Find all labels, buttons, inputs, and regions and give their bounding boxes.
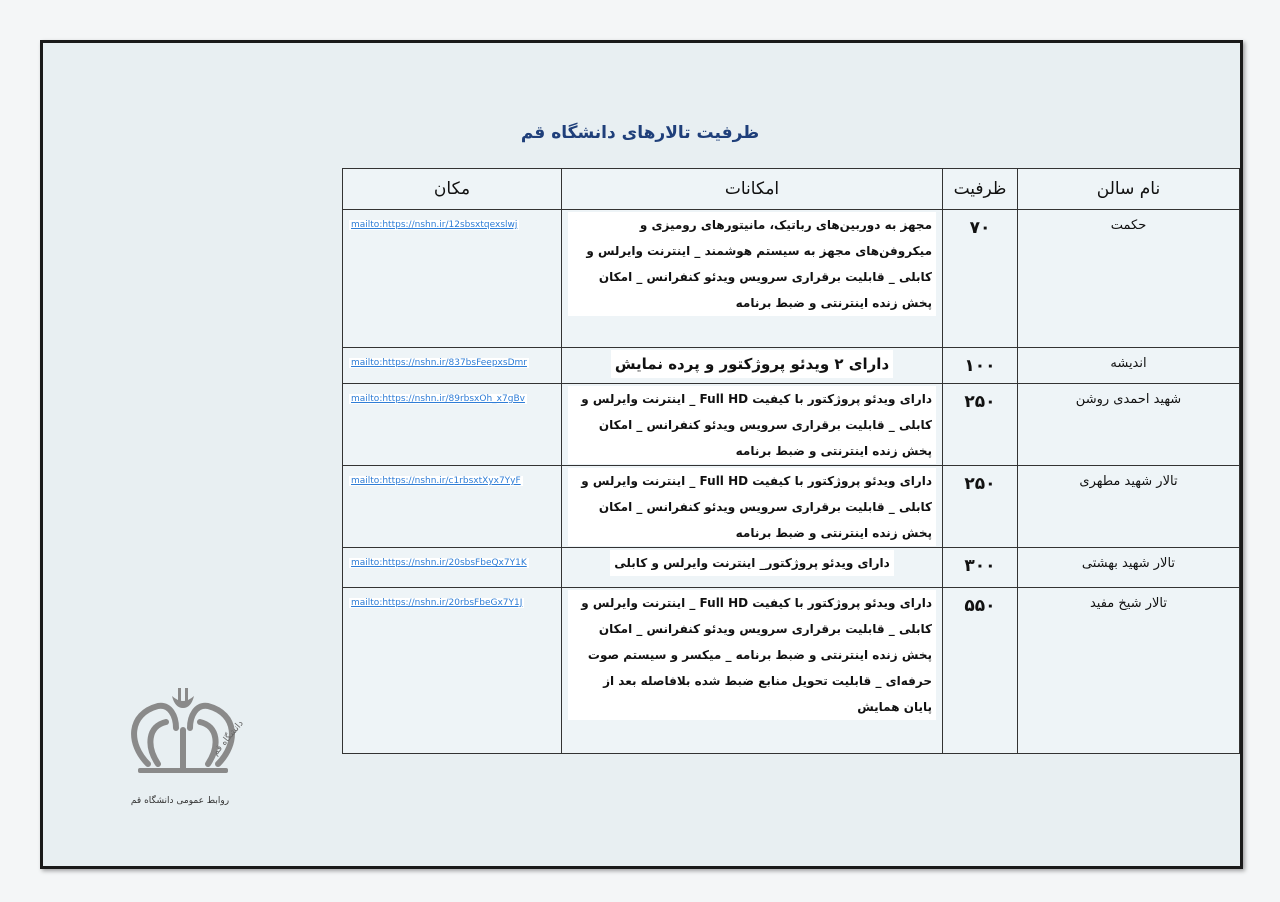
hall-features: دارای ۲ ویدئو پروژکتور و پرده نمایش xyxy=(611,350,893,378)
hall-location-link[interactable]: mailto:https://nshn.ir/12sbsxtqexslwj xyxy=(351,220,518,230)
header-capacity: ظرفیت xyxy=(943,169,1018,210)
hall-location-link[interactable]: mailto:https://nshn.ir/c1rbsxtXyx7YyF xyxy=(351,476,521,486)
hall-location-link[interactable]: mailto:https://nshn.ir/20sbsFbeQx7Y1K xyxy=(351,558,527,568)
header-location: مکان xyxy=(343,169,562,210)
hall-location-link[interactable]: mailto:https://nshn.ir/20rbsFbeGx7Y1J xyxy=(351,598,523,608)
logo-text: دانشگاه قم xyxy=(210,718,246,758)
hall-capacity: ۵۵۰ xyxy=(943,588,1018,754)
table-header-row xyxy=(343,169,1240,210)
hall-name: تالار شیخ مفید xyxy=(1018,588,1240,754)
halls-table xyxy=(342,168,1240,754)
header-features: امکانات xyxy=(562,169,943,210)
hall-name: تالار شهید بهشتی xyxy=(1018,548,1240,588)
hall-capacity: ۱۰۰ xyxy=(943,348,1018,384)
hall-capacity: ۳۰۰ xyxy=(943,548,1018,588)
table-row xyxy=(343,384,1240,466)
university-emblem-icon xyxy=(118,684,248,784)
hall-features: دارای ویدئو پروژکتور_ اینترنت وایرلس و کابلی xyxy=(610,550,894,576)
hall-features: مجهز به دوربین‌های رباتیک، مانیتورهای رومیزی و میکروفن‌های مجهز به سیستم هوشمند _ اینترنت وایرلس و کابلی _ قابلیت برقراری سرویس ویدئو کنفرانس _ امکان پخش زنده اینترنتی و ضبط برنامه xyxy=(568,212,936,316)
header-name: نام سالن xyxy=(1018,169,1240,210)
hall-name: حکمت xyxy=(1018,210,1240,348)
page-title: ظرفیت تالارهای دانشگاه قم xyxy=(520,123,760,143)
hall-features: دارای ویدئو پروژکتور با کیفیت Full HD _ اینترنت وایرلس و کابلی _ قابلیت برقراری سرویس ویدئو کنفرانس _ امکان پخش زنده اینترنتی و ضبط برنامه _ میکسر و سیستم صوت حرفه‌ای _ قابلیت تحویل منابع ضبط شده بلافاصله بعد از پایان همایش xyxy=(568,590,936,720)
table-row xyxy=(343,466,1240,548)
table-row xyxy=(343,548,1240,588)
hall-location-link[interactable]: mailto:https://nshn.ir/89rbsxOh_x7gBv xyxy=(351,394,525,404)
hall-name: تالار شهید مطهری xyxy=(1018,466,1240,548)
table-row xyxy=(343,588,1240,754)
logo-caption: روابط عمومی دانشگاه قم xyxy=(130,796,230,806)
hall-location-link[interactable]: mailto:https://nshn.ir/837bsFeepxsDmr xyxy=(351,358,527,368)
hall-capacity: ۷۰ xyxy=(943,210,1018,348)
hall-features: دارای ویدئو پروژکتور با کیفیت Full HD _ اینترنت وایرلس و کابلی _ قابلیت برقراری سرویس ویدئو کنفرانس _ امکان پخش زنده اینترنتی و ضبط برنامه xyxy=(568,386,936,464)
hall-name: اندیشه xyxy=(1018,348,1240,384)
hall-features: دارای ویدئو پروژکتور با کیفیت Full HD _ اینترنت وایرلس و کابلی _ قابلیت برقراری سرویس ویدئو کنفرانس _ امکان پخش زنده اینترنتی و ضبط برنامه xyxy=(568,468,936,546)
hall-capacity: ۲۵۰ xyxy=(943,466,1018,548)
hall-capacity: ۲۵۰ xyxy=(943,384,1018,466)
table-row xyxy=(343,348,1240,384)
table-row xyxy=(343,210,1240,348)
hall-name: شهید احمدی روشن xyxy=(1018,384,1240,466)
